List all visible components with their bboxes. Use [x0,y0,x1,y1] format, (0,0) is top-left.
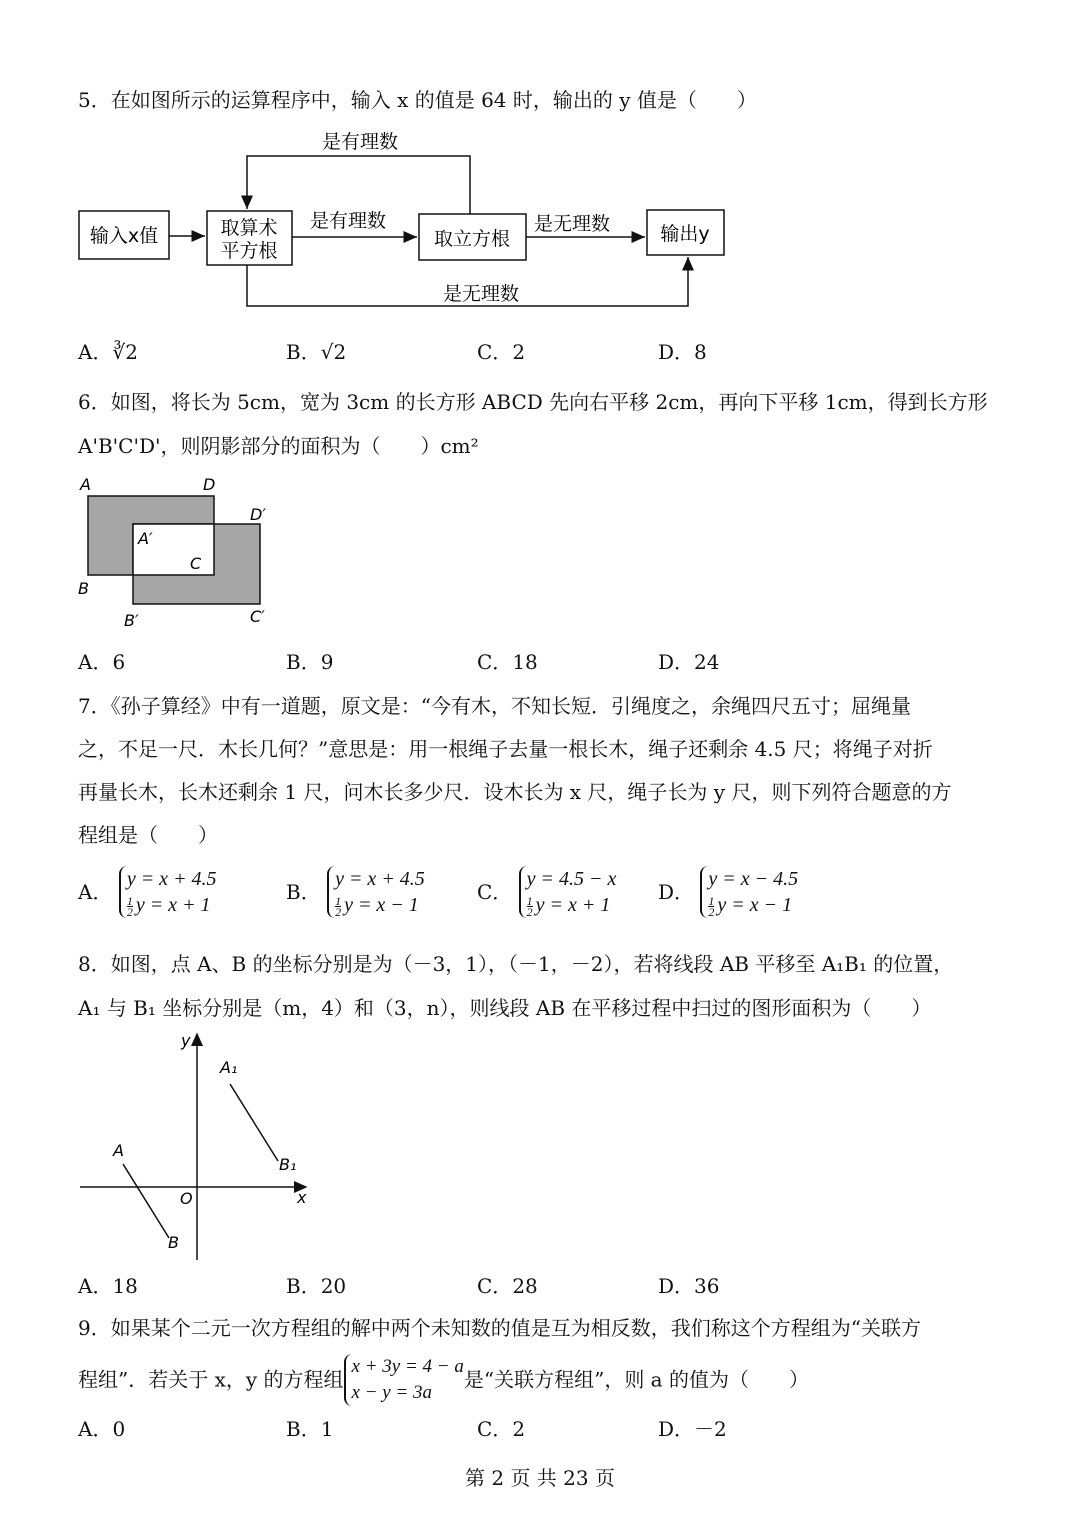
q9-line2: 程组”．若关于 x，y 的方程组x + 3y = 4 − a x − y = 3a是“关联方程组”，则 a 的值为（ ） [78,1350,809,1408]
svg-text:C: C [190,554,202,573]
q7-option-a[interactable]: A． y = x + 4.5 $\frac{1}{2}$ y = x + 1 [78,868,217,919]
segment-ab [123,1164,169,1238]
svg-text:B: B [78,579,89,598]
q7-option-b[interactable]: B． y = x + 4.5 $\frac{1}{2}$ y = x − 1 [286,868,425,919]
q8-line2: A₁ 与 B₁ 坐标分别是（m，4）和（3，n），则线段 AB 在平移过程中扫过的图形面积为（ ） [78,996,932,1020]
svg-text:A₁: A₁ [220,1058,238,1077]
q9-option-a[interactable]: A．0 [78,1417,126,1441]
q9-option-c[interactable]: C．2 [477,1417,526,1441]
q7-line2: 之，不足一尺．木长几何？”意思是：用一根绳子去量一根长木，绳子还剩余 4.5 尺；将绳子对折 [78,737,933,761]
q6-line2: A'B'C'D'，则阴影部分的面积为（ ）cm² [78,434,479,458]
sqrt-label-1: 取算术 [220,217,278,239]
svg-text:C′: C′ [250,607,265,626]
svg-text:B′: B′ [124,611,139,630]
q7-option-d[interactable]: D． y = x − 4.5 $\frac{1}{2}$ y = x − 1 [658,868,799,919]
q8-figure [70,1028,330,1268]
q6-option-c[interactable]: C．18 [477,650,538,674]
q5-option-c[interactable]: C．2 [477,340,526,364]
q8-option-d[interactable]: D．36 [658,1274,720,1298]
svg-text:A: A [113,1141,124,1160]
q6-option-d[interactable]: D．24 [658,650,720,674]
output-label: 输出y [660,223,710,245]
label-irrational-bottom: 是无理数 [442,283,520,305]
cbrt-label: 取立方根 [433,228,511,250]
q6-line1: 6．如图，将长为 5cm，宽为 3cm 的长方形 ABCD 先向右平移 2cm，再向下平移 1cm，得到长方形 [78,390,988,414]
q6-figure [70,470,290,635]
q6-option-b[interactable]: B．9 [286,650,334,674]
input-label: 输入x值 [89,225,159,247]
q5-flowchart [70,120,740,320]
q8-option-a[interactable]: A．18 [78,1274,138,1298]
q7-line3: 再量长木，长木还剩余 1 尺，问木长多少尺．设木长为 x 尺，绳子长为 y 尺，则下列符合题意的方 [78,780,952,804]
svg-text:y: y [181,1031,191,1050]
q8-option-c[interactable]: C．28 [477,1274,538,1298]
q5-text: 5．在如图所示的运算程序中，输入 x 的值是 64 时，输出的 y 值是（ ） [78,88,757,112]
q7-option-c[interactable]: C． y = 4.5 − x $\frac{1}{2}$ y = x + 1 [477,868,617,919]
q5-option-a[interactable]: A．∛2 [78,340,138,364]
q7-line4: 程组是（ ） [78,823,218,847]
svg-text:D′: D′ [250,505,266,524]
q9-option-d[interactable]: D．－2 [658,1417,727,1441]
q5-option-d[interactable]: D．8 [658,340,707,364]
q9-line1: 9．如果某个二元一次方程组的解中两个未知数的值是互为相反数，我们称这个方程组为“关联方 [78,1316,921,1340]
q9-option-b[interactable]: B．1 [286,1417,334,1441]
svg-text:D: D [203,475,216,494]
q6-option-a[interactable]: A．6 [78,650,126,674]
q8-option-b[interactable]: B．20 [286,1274,347,1298]
svg-text:O: O [180,1189,193,1208]
q5-option-b[interactable]: B．√2 [286,340,347,364]
svg-text:x: x [297,1188,307,1207]
svg-text:B: B [168,1233,179,1252]
q7-line1: 7．《孙子算经》中有一道题，原文是：“今有木，不知长短．引绳度之，余绳四尺五寸；屈绳量 [78,694,911,718]
q8-line1: 8．如图，点 A、B 的坐标分别是为（－3，1），（－1，－2），若将线段 AB 平移至 A₁B₁ 的位置， [78,952,954,976]
svg-text:A′: A′ [138,529,153,548]
arrow-loop-top [247,156,470,214]
sqrt-label-2: 平方根 [220,240,278,262]
svg-text:A: A [80,475,91,494]
label-rational-mid: 是有理数 [309,210,387,232]
label-rational-top: 是有理数 [321,131,399,153]
label-irrational-mid: 是无理数 [533,213,611,235]
page-footer: 第 2 页 共 23 页 [465,1466,615,1490]
svg-text:B₁: B₁ [279,1155,297,1174]
segment-a1b1 [230,1084,278,1161]
